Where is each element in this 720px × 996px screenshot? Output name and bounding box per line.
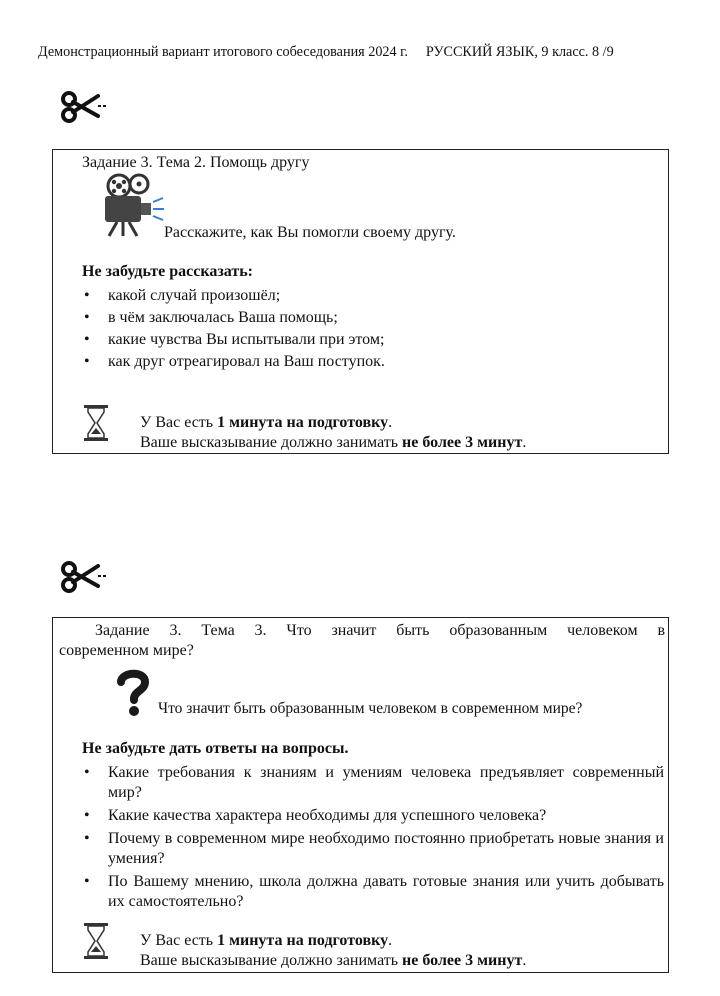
- list-item: • По Вашему мнению, школа должна давать готовые знания или учить добывать их самостоятельно?: [82, 872, 664, 912]
- header-right: РУССКИЙ ЯЗЫК, 9 класс. 8 /9: [425, 44, 614, 60]
- task-title-line-2: современном мире?: [59, 642, 194, 659]
- task-prompt: Что значит быть образованным человеком в современном мире?: [158, 700, 583, 717]
- task-prompt: Расскажите, как Вы помогли своему другу.: [164, 224, 456, 241]
- task-title-line-1: Задание 3. Тема 3. Что значит быть образованным человеком в: [95, 622, 665, 639]
- duration-note: Ваше высказывание должно занимать не более 3 минут.: [140, 434, 527, 451]
- list-item: • Какие требования к знаниям и умениям человека предъявляет современный мир?: [82, 763, 664, 803]
- header-left: Демонстрационный вариант итогового собеседования 2024 г.: [38, 44, 408, 60]
- prep-time-note: У Вас есть 1 минута на подготовку.: [140, 414, 393, 431]
- question-mark-icon: [115, 668, 151, 716]
- film-projector-icon: [97, 172, 165, 238]
- task-card-topic-3: [52, 617, 669, 973]
- list-item: • Какие качества характера необходимы для успешного человека?: [82, 806, 664, 826]
- reminder-heading: Не забудьте рассказать:: [82, 263, 254, 280]
- page-header: [38, 44, 614, 61]
- task-title: Задание 3. Тема 2. Помощь другу: [82, 154, 310, 171]
- list-item: • как друг отреагировал на Ваш поступок.: [82, 351, 642, 373]
- scissors-icon: [60, 560, 106, 594]
- list-item: • какие чувства Вы испытывали при этом;: [82, 329, 642, 351]
- prep-time-note: У Вас есть 1 минута на подготовку.: [140, 932, 393, 949]
- reminder-list: [82, 285, 642, 373]
- list-item: • Почему в современном мире необходимо постоянно приобретать новые знания и умения?: [82, 829, 664, 869]
- task-card-topic-2: [52, 149, 669, 454]
- duration-note: Ваше высказывание должно занимать не более 3 минут.: [140, 952, 527, 969]
- question-list: [82, 763, 664, 912]
- scissors-icon: [60, 90, 106, 124]
- list-item: • какой случай произошёл;: [82, 285, 642, 307]
- hourglass-icon: [82, 403, 110, 443]
- reminder-heading: Не забудьте дать ответы на вопросы.: [82, 740, 349, 757]
- hourglass-icon: [82, 921, 110, 961]
- list-item: • в чём заключалась Ваша помощь;: [82, 307, 642, 329]
